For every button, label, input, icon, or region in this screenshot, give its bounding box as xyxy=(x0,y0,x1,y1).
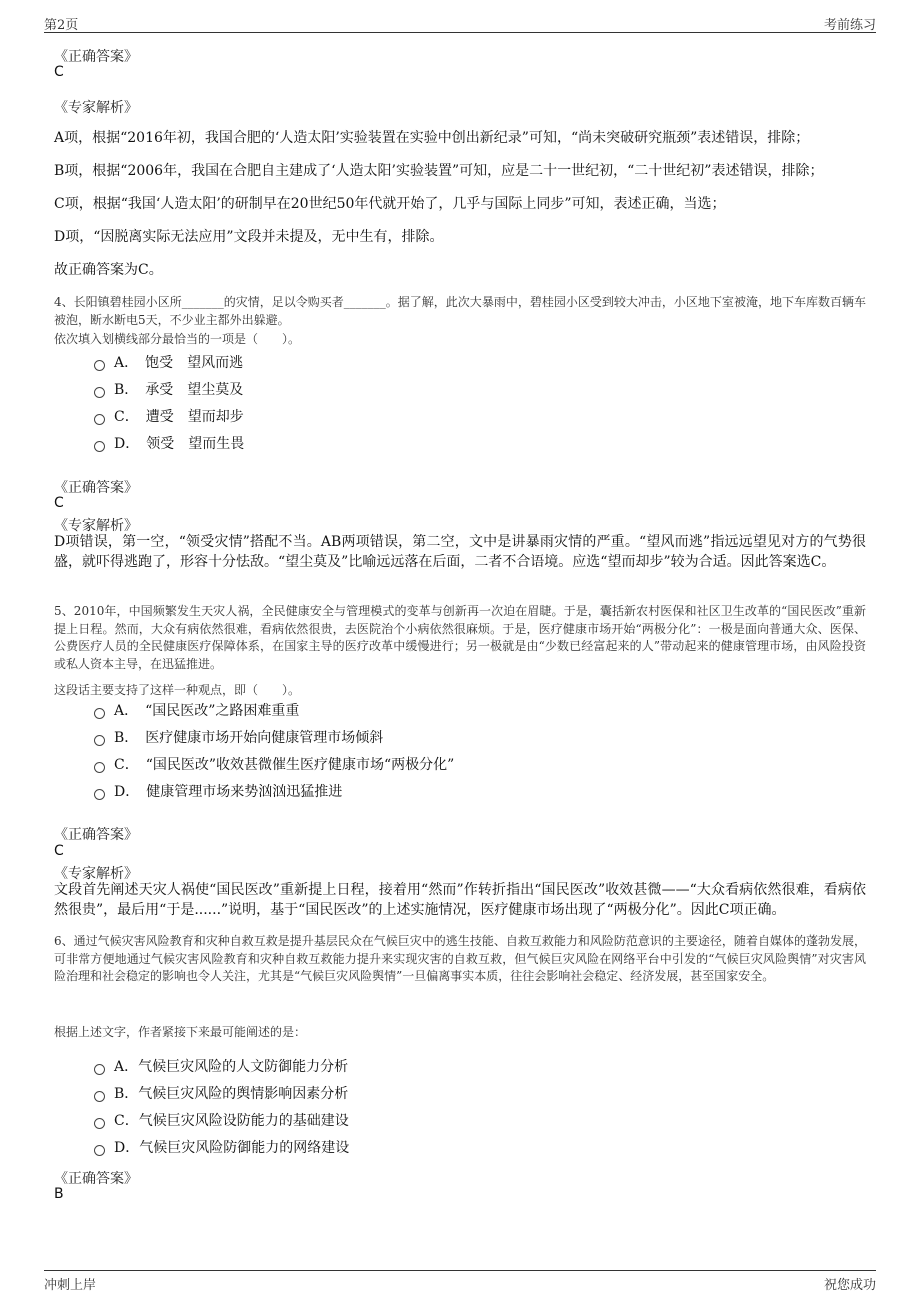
q6-option-c[interactable]: C．气候巨灾风险设防能力的基础建设 xyxy=(94,1111,349,1131)
q4-answer: C xyxy=(54,495,64,511)
correct-answer-label: 《正确答案》 xyxy=(54,1171,138,1187)
q5-option-d[interactable]: D． 健康管理市场来势汹汹迅猛推进 xyxy=(94,782,342,802)
page-number: 第2页 xyxy=(44,18,79,33)
radio-icon[interactable] xyxy=(94,1118,105,1129)
q4-option-d[interactable]: D． 领受 望而生畏 xyxy=(94,434,244,454)
q6-option-a[interactable]: A．气候巨灾风险的人文防御能力分析 xyxy=(94,1057,348,1077)
radio-icon[interactable] xyxy=(94,735,105,746)
q3-analysis xyxy=(54,122,874,287)
q3-analysis-c: C项，根据“我国‘人造太阳’的研制早在20世纪50年代就开始了，几乎与国际上同步”可知，表述正确，当选； xyxy=(54,196,726,212)
radio-icon[interactable] xyxy=(94,387,105,398)
radio-icon[interactable] xyxy=(94,414,105,425)
radio-icon[interactable] xyxy=(94,1064,105,1075)
q3-analysis-b: B项，根据“2006年，我国在合肥自主建成了‘人造太阳’实验装置”可知，应是二十一世纪初，“二十世纪初”表述错误，排除； xyxy=(54,163,824,179)
analysis-label: 《专家解析》 xyxy=(54,100,138,116)
q5-option-a[interactable]: A． “国民医改”之路困难重重 xyxy=(94,701,299,721)
analysis-label: 《专家解析》 xyxy=(54,518,138,534)
radio-icon[interactable] xyxy=(94,762,105,773)
q5-stem: 5、2010年，中国频繁发生天灾人祸，全民健康安全与管理模式的变革与创新再一次迫在眉睫。于是，囊括新农村医保和社区卫生改革的“国民医改”重新提上日程。然而，大众有病依然很难，看病依然很贵，去医院治个小病依然很麻烦。于是，医疗健康市场开始“两极分化”：一极是面向普通大众、医保、公费医疗人员的全民健康医疗保障体系，在国家主导的医疗改革中缓慢进行；另一极就是由“少数已经富起来的人”带动起来的健康管理市场，由风险投资或私人资本主导，在迅猛推进。 xyxy=(54,604,866,671)
radio-icon[interactable] xyxy=(94,1145,105,1156)
q4-option-b[interactable]: B． 承受 望尘莫及 xyxy=(94,380,243,400)
q5-option-c[interactable]: C． “国民医改”收效甚微催生医疗健康市场“两极分化” xyxy=(94,755,454,775)
correct-answer-label: 《正确答案》 xyxy=(54,49,138,65)
q4-prompt: 依次填入划横线部分最恰当的一项是（ ）。 xyxy=(54,332,301,346)
radio-icon[interactable] xyxy=(94,1091,105,1102)
radio-icon[interactable] xyxy=(94,441,105,452)
q5-answer: C xyxy=(54,843,64,859)
q3-analysis-d: D项，“因脱离实际无法应用”文段并未提及，无中生有，排除。 xyxy=(54,229,444,245)
footer-left: 冲刺上岸 xyxy=(44,1278,97,1293)
footer-right: 祝您成功 xyxy=(823,1278,876,1293)
header-title: 考前练习 xyxy=(823,18,876,33)
radio-icon[interactable] xyxy=(94,708,105,719)
q6-answer: B xyxy=(54,1186,64,1202)
q5-option-b[interactable]: B． 医疗健康市场开始向健康管理市场倾斜 xyxy=(94,728,383,748)
q3-analysis-a: A项，根据“2016年初，我国合肥的‘人造太阳’实验装置在实验中创出新纪录”可知，“尚未突破研究瓶颈”表述错误，排除； xyxy=(54,130,810,146)
analysis-label: 《专家解析》 xyxy=(54,866,138,882)
q5-prompt: 这段话主要支持了这样一种观点，即（ ）。 xyxy=(54,683,301,697)
radio-icon[interactable] xyxy=(94,360,105,371)
q4-analysis: D项错误，第一空，“领受灾情”搭配不当。AB两项错误，第二空，文中是讲暴雨灾情的严重。“望风而逃”指远远望见对方的气势很盛，就吓得逃跑了，形容十分怯敌。“望尘莫及”比喻远远落在后面，二者不合语境。应选“望而却步”较为合适。因此答案选C。 xyxy=(54,534,866,570)
q6-option-b[interactable]: B．气候巨灾风险的舆情影响因素分析 xyxy=(94,1084,348,1104)
page-footer xyxy=(44,1270,876,1293)
q5-analysis: 文段首先阐述天灾人祸使“国民医改”重新提上日程，接着用“然而”作转折指出“国民医改”收效甚微——“大众看病依然很难，看病依然很贵”，最后用“于是......”说明，基于“国民医改”的上述实施情况，医疗健康市场出现了“两极分化”。因此C项正确。 xyxy=(54,882,866,918)
q6-option-d[interactable]: D．气候巨灾风险防御能力的网络建设 xyxy=(94,1138,349,1158)
correct-answer-label: 《正确答案》 xyxy=(54,827,138,843)
page-header xyxy=(44,12,876,33)
correct-answer-label: 《正确答案》 xyxy=(54,480,138,496)
q4-stem: 4、长阳镇碧桂园小区所_______的灾情，足以令购买者_______。据了解，此次大暴雨中，碧桂园小区受到较大冲击，小区地下室被淹，地下车库数百辆车被泡，断水断电5天，不少业主都外出躲避。 xyxy=(54,295,866,327)
radio-icon[interactable] xyxy=(94,789,105,800)
q6-stem: 6、通过气候灾害风险教育和灾种自救互救是提升基层民众在气候巨灾中的逃生技能、自救互救能力和风险防范意识的主要途径，随着自媒体的蓬勃发展，可非常方便地通过气候灾害风险教育和灾种自救互救能力提升来实现灾害的自救互救，但气候巨灾风险在网络平台中引发的“气候巨灾风险舆情”对灾害风险治理和社会稳定的影响也令人关注，尤其是“气候巨灾风险舆情”一旦偏离事实本质，往往会影响社会稳定、经济发展，甚至国家安全。 xyxy=(54,934,866,983)
q3-answer: C xyxy=(54,64,64,80)
q4-option-c[interactable]: C． 遭受 望而却步 xyxy=(94,407,244,427)
q3-conclusion: 故正确答案为C。 xyxy=(54,262,163,278)
q4-option-a[interactable]: A． 饱受 望风而逃 xyxy=(94,353,243,373)
q6-prompt: 根据上述文字，作者紧接下来最可能阐述的是： xyxy=(54,1025,307,1039)
